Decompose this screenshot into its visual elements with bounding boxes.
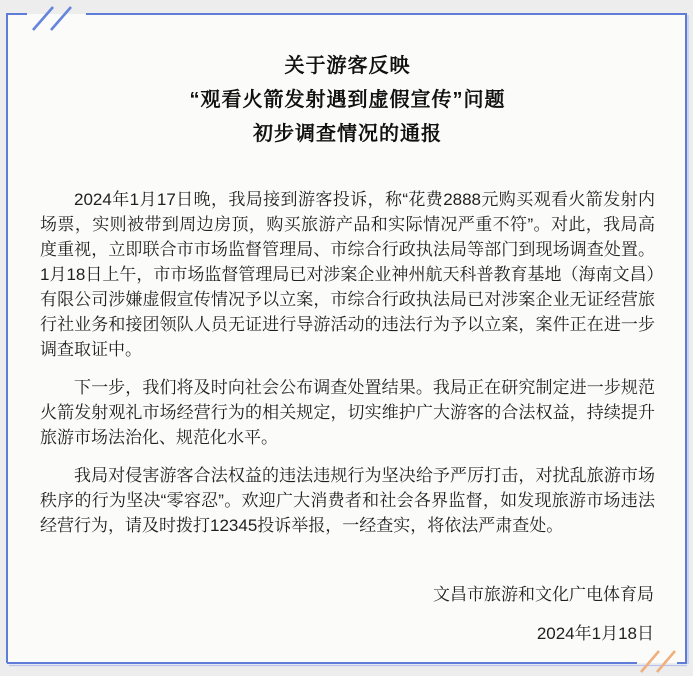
notice-body <box>40 187 655 538</box>
notice-title-line-3: 初步调查情况的通报 <box>253 123 442 145</box>
signature-block <box>40 582 655 646</box>
notice-title <box>40 49 655 151</box>
notice-paragraph-3: 我局对侵害游客合法权益的违法违规行为坚决给予严厉打击，对扰乱旅游市场秩序的行为坚决“零容忍”。欢迎广大消费者和社会各界监督，如发现旅游市场违法经营行为，请及时拨打12345投诉举报，一经查实，将依法严肃查处。 <box>40 466 655 535</box>
notice-title-line-1: 关于游客反映 <box>284 55 411 77</box>
notice-paragraph-2: 下一步，我们将及时向社会公布调查处置结果。我局正在研究制定进一步规范火箭发射观礼市场经营行为的相关规定，切实维护广大游客的合法权益，持续提升旅游市场法治化、规范化水平。 <box>40 378 655 447</box>
issue-date: 2024年1月18日 <box>536 624 654 643</box>
notice-title-line-2: “观看火箭发射遇到虚假宣传”问题 <box>189 89 506 111</box>
issuer-signature: 文昌市旅游和文化广电体育局 <box>433 585 654 604</box>
notice-paragraph-1: 2024年1月17日晚，我局接到游客投诉，称“花费2888元购买观看火箭发射内场票，实则被带到周边房顶，购买旅游产品和实际情况严重不符”。对此，我局高度重视，立即联合市市场监督管理局、市综合行政执法局等部门到现场调查处置。1月18日上午，市市场监督管理局已对涉案企业神州航天科普教育基地（海南文昌）有限公司涉嫌虚假宣传情况予以立案，市综合行政执法局已对涉案企业无证经营旅行社业务和接团领队人员无证进行导游活动的违法行为予以立案，案件正在进一步调查取证中。 <box>40 190 655 359</box>
notice-card <box>7 14 686 663</box>
